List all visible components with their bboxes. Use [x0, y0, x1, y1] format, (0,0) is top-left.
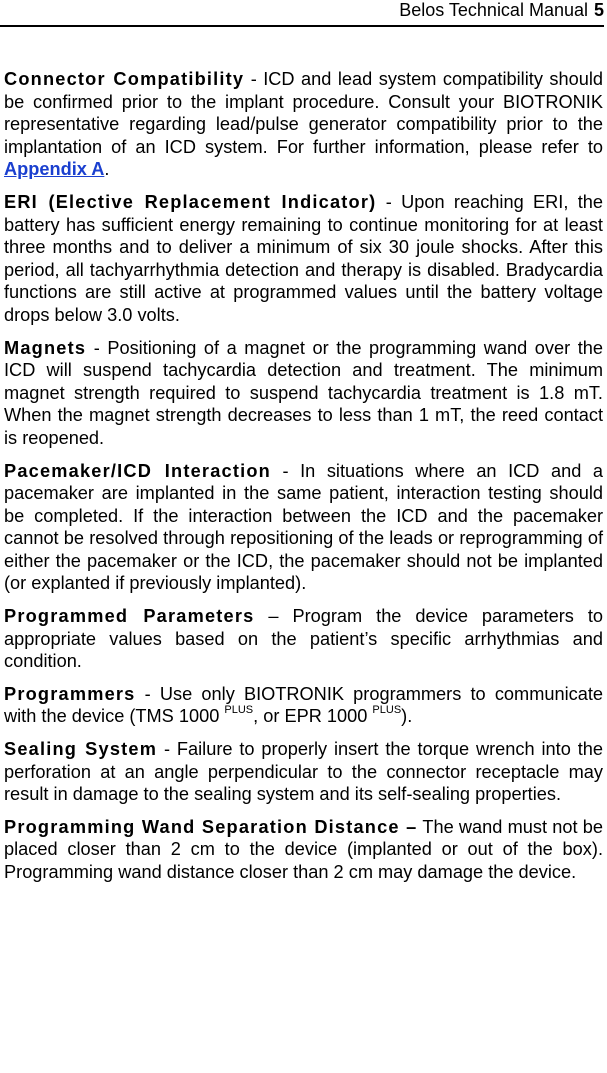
section-text: - Upon reaching ERI, the battery has sufficient energy remaining to continue monitoring for at least three months and to deliver a minimum of six 30 joule shocks. After this period, all tachyarrhythmia detection and therapy is disabled. Bradycardia functions are still active at programmed values until the battery voltage drops below 3.0 volts.	[4, 191, 603, 325]
section-pacemaker-icd-interaction	[4, 460, 603, 596]
section-text-end: ).	[401, 706, 413, 727]
section-text-end: .	[104, 159, 110, 180]
appendix-a-link[interactable]: Appendix A	[4, 159, 105, 180]
section-programmed-parameters	[4, 605, 603, 673]
section-eri	[4, 191, 603, 327]
section-term: Magnets	[4, 337, 87, 358]
section-term: Sealing System	[4, 739, 158, 760]
section-term: Pacemaker/ICD Interaction	[4, 460, 271, 481]
section-sealing-system	[4, 738, 603, 806]
section-magnets	[4, 337, 603, 450]
section-term: Programmed Parameters	[4, 606, 255, 627]
section-term: Programming Wand Separation Distance –	[4, 816, 418, 837]
section-term: ERI (Elective Replacement Indicator)	[4, 191, 377, 212]
section-text: - Use only BIOTRONIK programmers to communicate with the device (TMS 1000	[4, 683, 603, 727]
section-text: - Positioning of a magnet or the programming wand over the ICD will suspend tachycardia detection and treatment. The minimum magnet strength required to suspend tachycardia treatment is 1.8 mT. When the magnet strength decreases to less than 1 mT, the reed contact is reopened.	[4, 337, 603, 448]
page-header	[0, 0, 604, 27]
manual-title: Belos Technical Manual	[399, 0, 588, 20]
section-term: Connector Compatibility	[4, 69, 245, 89]
section-text: - In situations where an ICD and a pacemaker are implanted in the same patient, interaction testing should be completed. If the interaction between the ICD and the pacemaker cannot be resolved through repositioning of the leads or reprogramming of either the pacemaker or the ICD, the pacemaker should not be implanted (or explanted if previously implanted).	[4, 460, 603, 594]
section-text: - ICD and lead system compatibility should be confirmed prior to the implant procedure. Consult your BIOTRONIK representative regarding lead/pulse generator compatibility prior to the implantation of an ICD system. For further information, please refer to	[4, 69, 603, 157]
page-number: 5	[593, 0, 604, 20]
section-text: The wand must not be placed closer than 2 cm to the device (implanted or out of the box). Programming wand distance closer than 2 cm may damage the device.	[4, 816, 603, 882]
section-programming-wand-separation-distance	[4, 816, 603, 884]
section-text: , or EPR 1000	[253, 706, 373, 727]
section-term: Programmers	[4, 683, 136, 704]
section-programmers	[4, 683, 603, 728]
superscript-plus: PLUS	[224, 704, 254, 717]
section-text: - Failure to properly insert the torque wrench into the perforation at an angle perpendicular to the connector receptacle may result in damage to the sealing system and its self-sealing properties.	[4, 739, 603, 805]
section-text: – Program the device parameters to appropriate values based on the patient’s specific arrhythmias and condition.	[4, 606, 603, 672]
superscript-plus: PLUS	[372, 704, 402, 717]
section-connector-compatibility	[4, 68, 603, 181]
document-body	[4, 68, 603, 894]
